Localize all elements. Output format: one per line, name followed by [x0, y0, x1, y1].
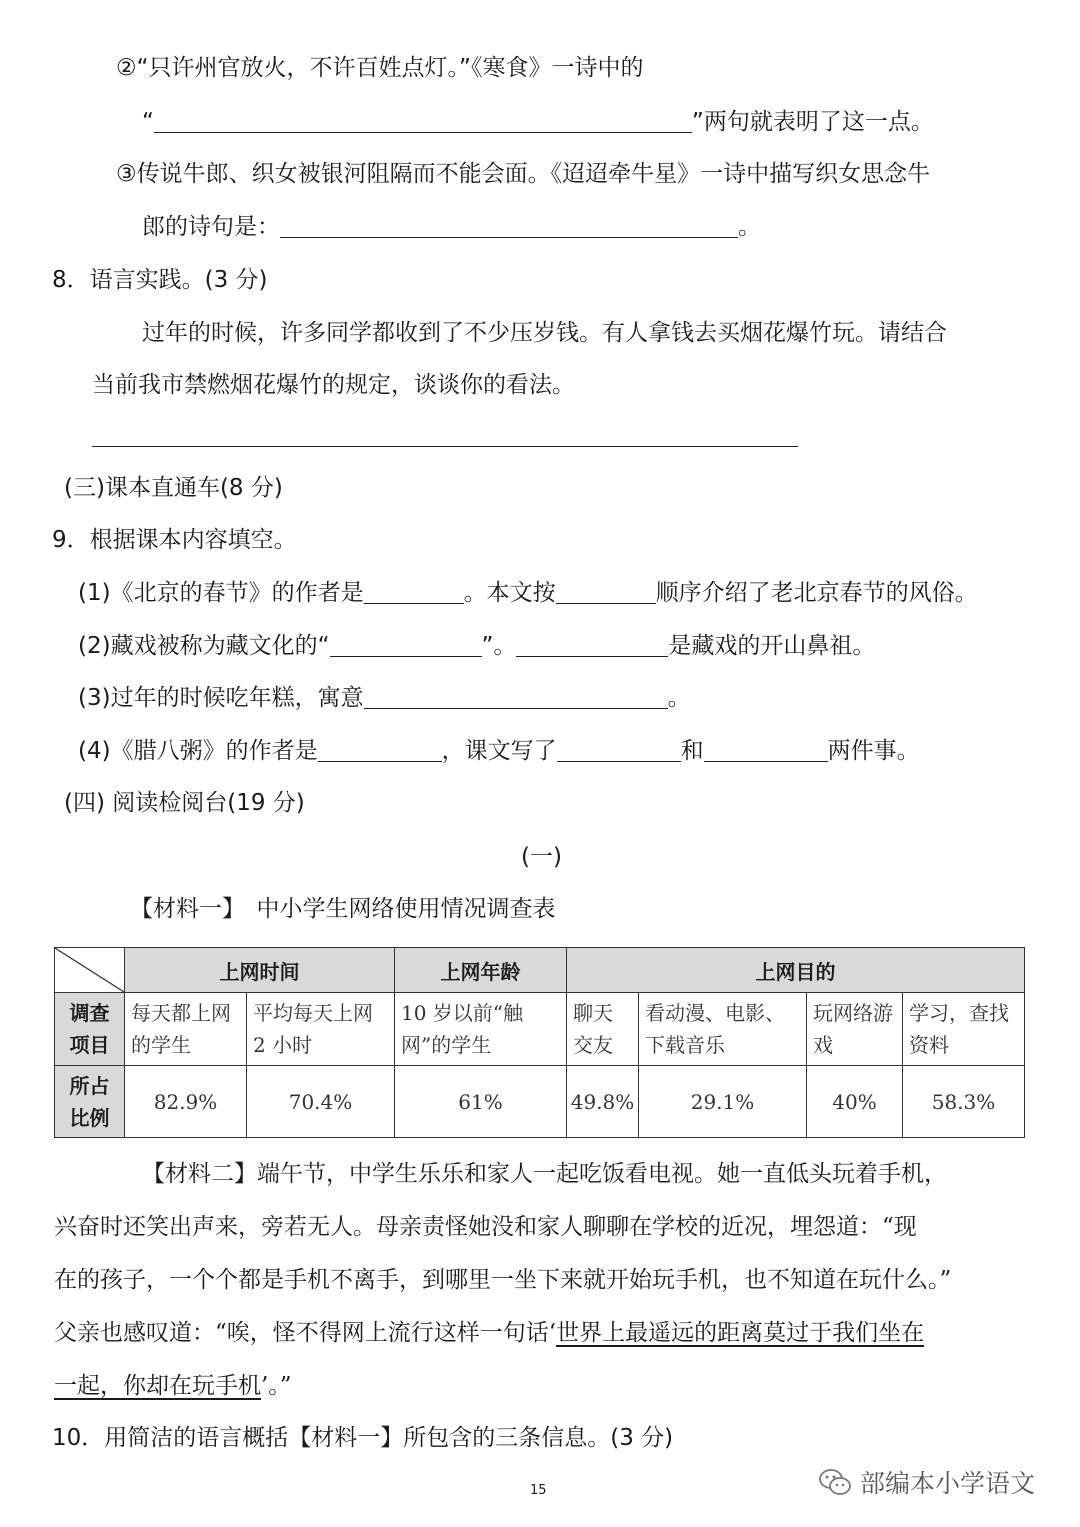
answer-blank[interactable] [92, 422, 798, 447]
q7-item2-line1: ②“只许州官放火，不许百姓点灯。”《寒食》一诗中的 [116, 55, 644, 81]
page-number: 15 [530, 1483, 547, 1498]
q9-item1 [78, 577, 978, 609]
q9-title: 9．根据课本内容填空。 [52, 527, 297, 553]
answer-blank[interactable] [704, 737, 828, 762]
q7-item3-prompt: 郎的诗句是： [142, 214, 280, 240]
answer-blank[interactable] [364, 579, 464, 604]
table-cell: 看动漫、电影、下载音乐 [639, 993, 807, 1066]
q9-item2-a: (2)藏戏被称为藏文化的“ [78, 633, 330, 659]
material-2-line5 [54, 1370, 292, 1402]
underlined-quote: 世界上最遥远的距离莫过于我们坐在 [556, 1320, 925, 1346]
q8-answer-line[interactable] [92, 420, 798, 452]
q8-paragraph-line2: 当前我市禁燃烟花爆竹的规定，谈谈你的看法。 [92, 372, 575, 398]
answer-blank[interactable] [364, 684, 668, 709]
table-percent-cell: 61% [395, 1066, 567, 1138]
q9-item2-b: ”。 [481, 633, 517, 659]
table-percent-cell: 49.8% [567, 1066, 639, 1138]
q9-item2 [78, 630, 875, 662]
q7-item3-end: 。 [738, 214, 761, 240]
q9-item3-a: (3)过年的时候吃年糕，寓意 [78, 685, 364, 711]
material-2-line5-b: ’。” [261, 1373, 292, 1399]
table-percent-cell: 29.1% [639, 1066, 807, 1138]
q7-item2-close: ”两句就表明了这一点。 [691, 109, 934, 135]
q7-item3-line2 [142, 211, 761, 243]
watermark [818, 1464, 1035, 1500]
answer-blank[interactable] [154, 108, 692, 133]
underlined-quote: 一起，你却在玩手机 [54, 1373, 261, 1399]
material-2-line4-a: 父亲也感叹道：“唉，怪不得网上流行这样一句话‘ [54, 1320, 557, 1346]
q9-item3 [78, 682, 691, 714]
table-percent-cell: 82.9% [125, 1066, 247, 1138]
table-cell: 每天都上网的学生 [125, 993, 247, 1066]
q9-item1-a: (1)《北京的春节》的作者是 [78, 580, 364, 606]
q7-item2-open-quote: “ [142, 109, 154, 135]
material-2-line1: 【材料二】端午节，中学生乐乐和家人一起吃饭看电视。她一直低头玩着手机， [142, 1161, 947, 1187]
q10-title: 10．用简洁的语言概括【材料一】所包含的三条信息。(3 分) [52, 1425, 674, 1451]
table-percent-cell: 58.3% [903, 1066, 1025, 1138]
answer-blank[interactable] [557, 737, 681, 762]
table-row-label: 所占比例 [55, 1066, 125, 1138]
q9-item4-d: 两件事。 [827, 738, 920, 764]
answer-blank[interactable] [516, 632, 668, 657]
table-cell: 学习，查找资料 [903, 993, 1025, 1066]
answer-blank[interactable] [280, 213, 738, 238]
material-2-line4 [54, 1317, 924, 1349]
answer-blank[interactable] [556, 579, 656, 604]
table-group-header: 上网目的 [567, 948, 1025, 993]
table-cell: 平均每天上网 2 小时 [247, 993, 395, 1066]
survey-table [54, 947, 1025, 1138]
material-2-line3: 在的孩子，一个个都是手机不离手，到哪里一坐下来就开始玩手机，也不知道在玩什么。” [54, 1267, 952, 1293]
q9-item2-c: 是藏戏的开山鼻祖。 [668, 633, 876, 659]
material-2-line2: 兴奋时还笑出声来，旁若无人。母亲责怪她没和家人聊聊在学校的近况，埋怨道：“现 [54, 1214, 917, 1240]
section-3-heading: (三)课本直通车(8 分) [64, 475, 283, 501]
table-cell: 10 岁以前“触网”的学生 [395, 993, 567, 1066]
table-percent-cell: 70.4% [247, 1066, 395, 1138]
table-group-header: 上网时间 [125, 948, 395, 993]
material-1-title: 【材料一】 中小学生网络使用情况调查表 [130, 896, 556, 922]
watermark-text: 部编本小学语文 [860, 1469, 1036, 1498]
q9-item4-b: ，课文写了 [441, 738, 557, 764]
section-4-heading: (四) 阅读检阅台(19 分) [64, 790, 305, 816]
q8-title: 8．语言实践。(3 分) [52, 267, 268, 293]
reading-part-label: (一) [521, 844, 562, 870]
q9-item1-b: 。本文按 [463, 580, 556, 606]
table-cell: 聊天交友 [567, 993, 639, 1066]
q9-item4 [78, 735, 920, 767]
table-percent-cell: 40% [807, 1066, 903, 1138]
wechat-icon [818, 1467, 852, 1497]
q9-item4-c: 和 [680, 738, 704, 764]
q8-paragraph-line1: 过年的时候，许多同学都收到了不少压岁钱。有人拿钱去买烟花爆竹玩。请结合 [142, 320, 947, 346]
table-row-label: 调查项目 [55, 993, 125, 1066]
answer-blank[interactable] [330, 632, 482, 657]
diagonal-line-icon [55, 948, 124, 992]
q9-item1-c: 顺序介绍了老北京春节的风俗。 [655, 580, 978, 606]
q9-item3-b: 。 [667, 685, 691, 711]
table-cell: 玩网络游戏 [807, 993, 903, 1066]
answer-blank[interactable] [318, 737, 442, 762]
q9-item4-a: (4)《腊八粥》的作者是 [78, 738, 318, 764]
table-corner-cell [55, 948, 125, 993]
q7-item2-line2 [142, 106, 934, 138]
table-group-header: 上网年龄 [395, 948, 567, 993]
q7-item3-line1: ③传说牛郎、织女被银河阻隔而不能会面。《迢迢牵牛星》一诗中描写织女思念牛 [116, 161, 931, 187]
